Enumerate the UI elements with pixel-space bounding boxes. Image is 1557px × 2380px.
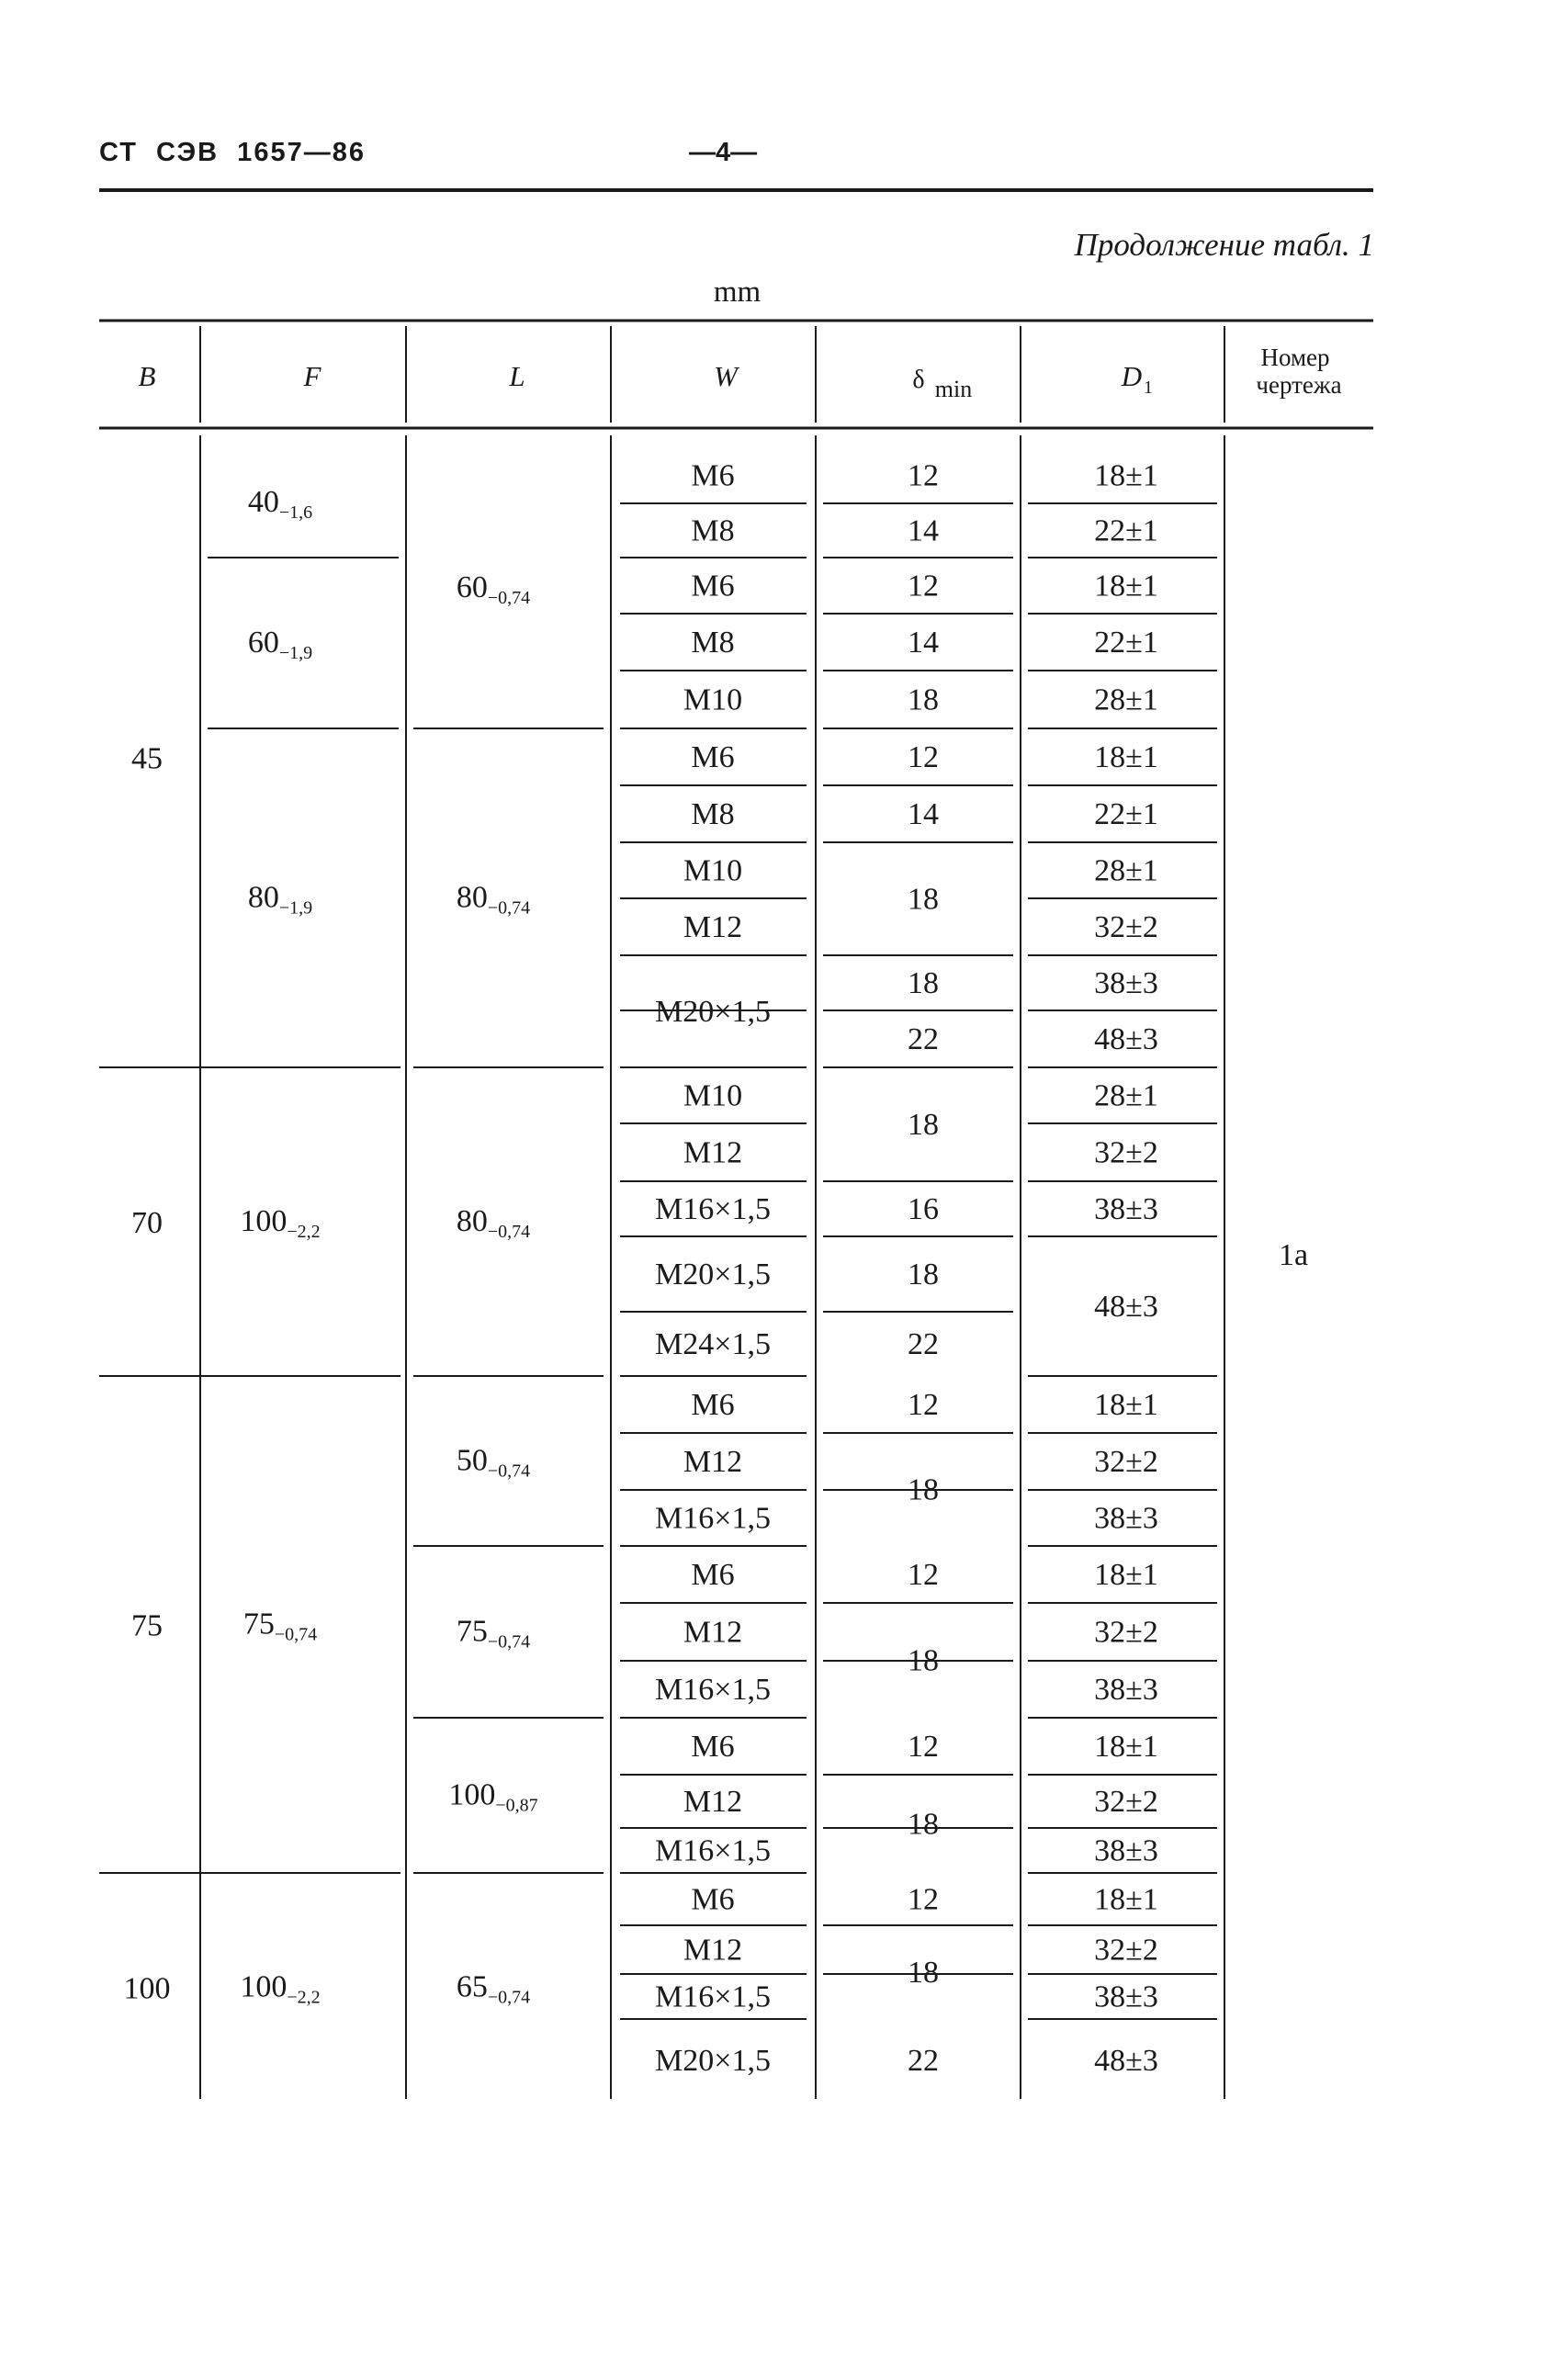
- l-cell: $65_{-0,74}$: [456, 1969, 531, 2008]
- w-cell: M20×1,5: [655, 995, 771, 1029]
- d-cell: 18±1: [1094, 1882, 1158, 1917]
- d-cell: 18±1: [1094, 1558, 1158, 1592]
- f-cell: $100_{-2,2}$: [240, 1204, 321, 1242]
- col-header-delta: δ: [912, 366, 925, 394]
- w-cell: M20×1,5: [655, 1258, 771, 1292]
- l-cell: $100_{-0,87}$: [448, 1777, 538, 1816]
- col-header-D: D: [1121, 360, 1143, 392]
- d-cell: 22±1: [1094, 626, 1158, 660]
- d-cell: 32±2: [1094, 1933, 1158, 1968]
- f-cell: $100_{-2,2}$: [240, 1969, 321, 2008]
- f-cell: $60_{-1,9}$: [247, 626, 313, 663]
- d-cell: 32±2: [1094, 1785, 1158, 1819]
- w-cell: M12: [683, 1615, 743, 1650]
- col-header-delta-sub: min: [934, 376, 973, 402]
- w-cell: M20×1,5: [655, 2044, 771, 2078]
- page-number: —4—: [689, 138, 758, 167]
- d-cell: 38±3: [1094, 1673, 1158, 1707]
- w-cell: M16×1,5: [655, 1192, 771, 1226]
- drawing-number-cell: 1а: [1278, 1238, 1309, 1272]
- col-header-drawing-line2: чертежа: [1256, 371, 1342, 399]
- f-cell: $80_{-1,9}$: [247, 880, 313, 919]
- l-cell: $60_{-0,74}$: [456, 570, 531, 608]
- unit-label: mm: [713, 276, 762, 309]
- col-header-L: L: [509, 360, 525, 392]
- col-header-W: W: [714, 360, 738, 392]
- delta-cell: 12: [908, 740, 939, 774]
- w-cell: M6: [691, 569, 735, 603]
- delta-cell: 22: [908, 1022, 939, 1056]
- d-cell: 18±1: [1094, 569, 1158, 603]
- delta-cell: 18: [908, 1472, 939, 1507]
- d-cell: 38±3: [1094, 1980, 1158, 2014]
- table-continuation-caption: Продолжение табл. 1: [1074, 227, 1374, 263]
- l-cell: $80_{-0,74}$: [456, 1204, 531, 1242]
- d-cell: 22±1: [1094, 797, 1158, 831]
- w-cell: M6: [691, 740, 735, 774]
- col-header-F: F: [303, 360, 322, 392]
- d-cell: 22±1: [1094, 513, 1158, 548]
- delta-cell: 12: [908, 1730, 939, 1764]
- w-cell: M24×1,5: [655, 1327, 771, 1361]
- d-cell: 38±3: [1094, 1192, 1158, 1226]
- w-cell: M16×1,5: [655, 1980, 771, 2014]
- w-cell: M12: [683, 1135, 743, 1170]
- d-cell: 18±1: [1094, 740, 1158, 774]
- d-cell: 38±3: [1094, 1501, 1158, 1536]
- d-cell: 18±1: [1094, 1388, 1158, 1422]
- b-cell: 70: [131, 1206, 163, 1240]
- l-cell: $75_{-0,74}$: [456, 1614, 531, 1652]
- w-cell: M6: [691, 1882, 735, 1917]
- delta-cell: 22: [908, 2044, 939, 2078]
- d-cell: 48±3: [1094, 1290, 1158, 1324]
- col-header-B: B: [138, 360, 156, 392]
- d-cell: 28±1: [1094, 1078, 1158, 1113]
- delta-cell: 18: [908, 1807, 939, 1842]
- w-cell: M16×1,5: [655, 1673, 771, 1707]
- b-cell: 45: [131, 741, 163, 776]
- d-cell: 18±1: [1094, 1730, 1158, 1764]
- delta-cell: 16: [908, 1192, 939, 1226]
- d-cell: 32±2: [1094, 1615, 1158, 1650]
- delta-cell: 18: [908, 1643, 939, 1678]
- delta-cell: 12: [908, 1882, 939, 1917]
- delta-cell: 18: [908, 882, 939, 917]
- d-cell: 48±3: [1094, 1022, 1158, 1056]
- col-header-drawing-line1: Номер: [1260, 344, 1330, 371]
- w-cell: M10: [683, 853, 743, 888]
- b-cell: 100: [123, 1971, 171, 2006]
- delta-cell: 14: [908, 626, 939, 660]
- w-cell: M12: [683, 1785, 743, 1819]
- w-cell: M12: [683, 1933, 743, 1968]
- b-cell: 75: [131, 1608, 163, 1643]
- d-cell: 32±2: [1094, 1445, 1158, 1479]
- f-cell: $75_{-0,74}$: [243, 1607, 318, 1645]
- l-cell: $80_{-0,74}$: [456, 880, 531, 919]
- delta-cell: 18: [908, 682, 939, 717]
- w-cell: M8: [691, 797, 735, 831]
- d-cell: 28±1: [1094, 682, 1158, 717]
- d-cell: 38±3: [1094, 1833, 1158, 1868]
- d-cell: 38±3: [1094, 966, 1158, 1000]
- standard-designation: СТ СЭВ 1657—86: [99, 138, 366, 167]
- w-cell: M12: [683, 910, 743, 944]
- w-cell: M8: [691, 626, 735, 660]
- l-cell: $50_{-0,74}$: [456, 1443, 531, 1482]
- w-cell: M12: [683, 1445, 743, 1479]
- d-cell: 18±1: [1094, 458, 1158, 493]
- delta-cell: 14: [908, 513, 939, 548]
- w-cell: M6: [691, 1730, 735, 1764]
- w-cell: M6: [691, 1388, 735, 1422]
- w-cell: M6: [691, 458, 735, 493]
- d-cell: 32±2: [1094, 910, 1158, 944]
- d-cell: 28±1: [1094, 853, 1158, 888]
- f-cell: $40_{-1,6}$: [247, 485, 313, 523]
- d-cell: 32±2: [1094, 1135, 1158, 1170]
- w-cell: M8: [691, 513, 735, 548]
- delta-cell: 18: [908, 1956, 939, 1990]
- delta-cell: 12: [908, 569, 939, 603]
- w-cell: M6: [691, 1558, 735, 1592]
- delta-cell: 12: [908, 1388, 939, 1422]
- w-cell: M16×1,5: [655, 1501, 771, 1536]
- delta-cell: 12: [908, 458, 939, 493]
- delta-cell: 12: [908, 1558, 939, 1592]
- w-cell: M16×1,5: [655, 1833, 771, 1868]
- col-header-D-sub: 1: [1144, 378, 1153, 398]
- delta-cell: 18: [908, 1258, 939, 1292]
- w-cell: M10: [683, 1078, 743, 1113]
- delta-cell: 18: [908, 966, 939, 1000]
- delta-cell: 22: [908, 1327, 939, 1361]
- delta-cell: 14: [908, 797, 939, 831]
- d-cell: 48±3: [1094, 2044, 1158, 2078]
- w-cell: M10: [683, 682, 743, 717]
- delta-cell: 18: [908, 1108, 939, 1142]
